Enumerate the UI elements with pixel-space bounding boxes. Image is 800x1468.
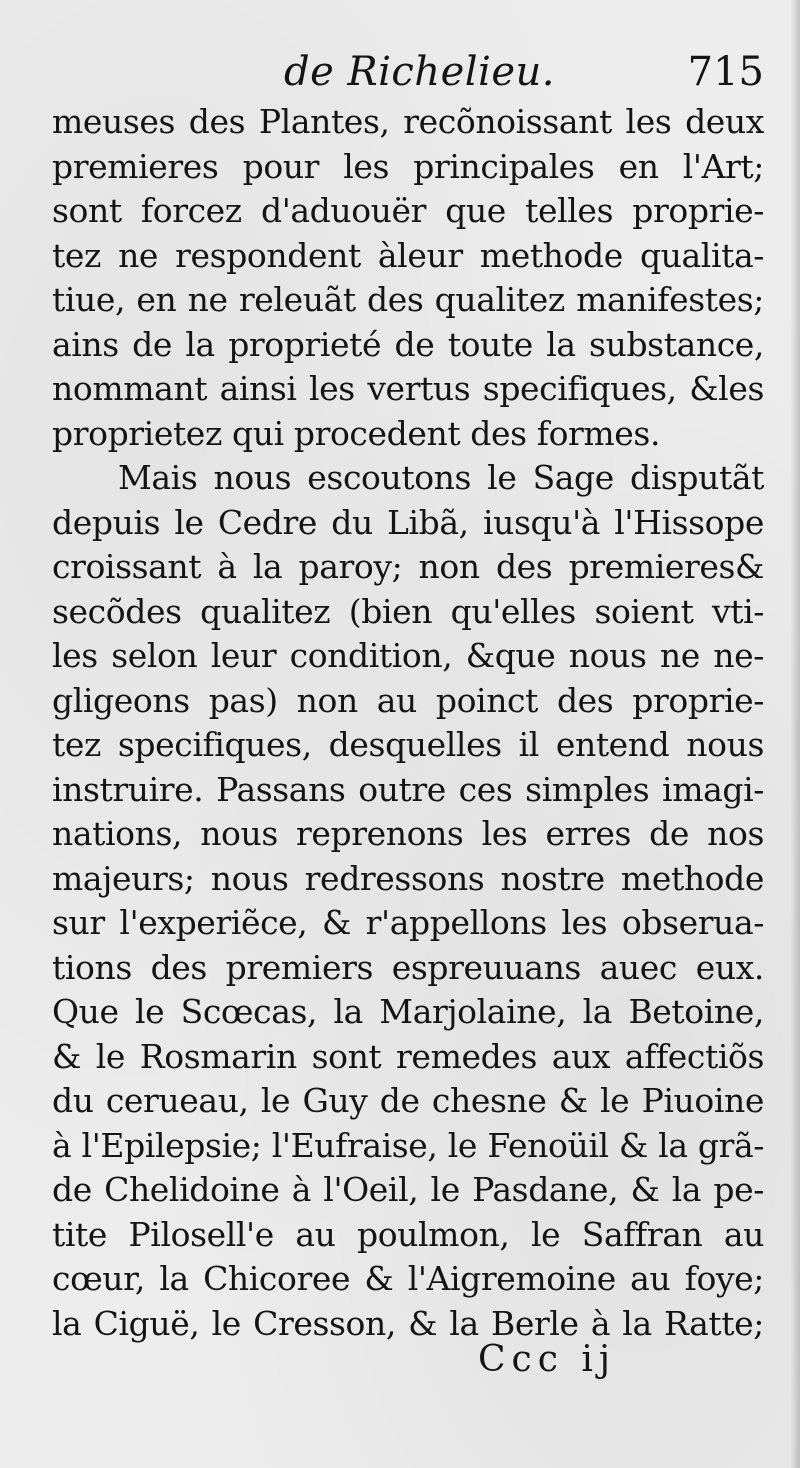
text-line: nommant ainsi les vertus specifiques, &les bbox=[52, 369, 764, 408]
page-number: 715 bbox=[687, 49, 764, 95]
text-line: gligeons pas) non au poinct des proprie- bbox=[52, 680, 764, 720]
text-line: depuis le Cedre du Libã, iusqu'à l'Hissope bbox=[52, 502, 764, 542]
body-text bbox=[52, 100, 764, 1346]
text-line: Mais nous escoutons le Sage disputãt bbox=[118, 458, 764, 497]
text-line: cœur, la Chicoree & l'Aigremoine au foye; bbox=[52, 1259, 764, 1298]
text-line: proprietez qui procedent des formes. bbox=[52, 413, 661, 453]
text-line: du cerueau, le Guy de chesne & le Piuoine bbox=[52, 1081, 764, 1120]
text-line: tite Pilosell'e au poulmon, le Saffran au bbox=[52, 1214, 764, 1254]
text-line: tions des premiers espreuuans auec eux. bbox=[52, 947, 764, 987]
text-line: nations, nous reprenons les erres de nos bbox=[52, 814, 764, 853]
text-line: meuses des Plantes, recõnoissant les deux bbox=[52, 102, 764, 141]
text-line: tez ne respondent àleur methode qualita- bbox=[52, 235, 764, 275]
text-line: la Ciguë, le Cresson, & la Berle à la Ratte; bbox=[52, 1303, 764, 1343]
text-line: tiue, en ne releuãt des qualitez manifestes; bbox=[52, 280, 764, 319]
text-line: Que le Scœcas, la Marjolaine, la Betoine, bbox=[52, 992, 764, 1031]
text-line: & le Rosmarin sont remedes aux affectiõs bbox=[52, 1036, 764, 1076]
text-line: sur l'experiẽce, & r'appellons les obserua- bbox=[52, 903, 764, 942]
signature-mark: Ccc ij bbox=[478, 1339, 616, 1380]
text-line: de Chelidoine à l'Oeil, le Pasdane, & la pe- bbox=[52, 1170, 764, 1209]
text-line: croissant à la paroy; non des premieres& bbox=[52, 547, 764, 586]
text-line: tez specifiques, desquelles il entend nous bbox=[52, 725, 764, 764]
text-line: sont forcez d'aduouër que telles proprie- bbox=[52, 191, 764, 230]
running-head: de Richelieu. bbox=[284, 49, 555, 95]
text-line: secõdes qualitez (bien qu'elles soient vti- bbox=[52, 591, 764, 631]
text-line: instruire. Passans outre ces simples imagi- bbox=[52, 769, 764, 809]
page-header bbox=[52, 44, 764, 100]
text-line: majeurs; nous redressons nostre methode bbox=[52, 858, 764, 898]
text-line: à l'Epilepsie; l'Eufraise, le Fenoüil & la grã- bbox=[52, 1125, 764, 1165]
text-line: premieres pour les principales en l'Art; bbox=[52, 146, 764, 186]
text-line: les selon leur condition, &que nous ne ne- bbox=[52, 636, 764, 675]
page-edge-shadow bbox=[790, 0, 800, 1468]
text-line: ains de la proprieté de toute la substance, bbox=[52, 324, 764, 364]
